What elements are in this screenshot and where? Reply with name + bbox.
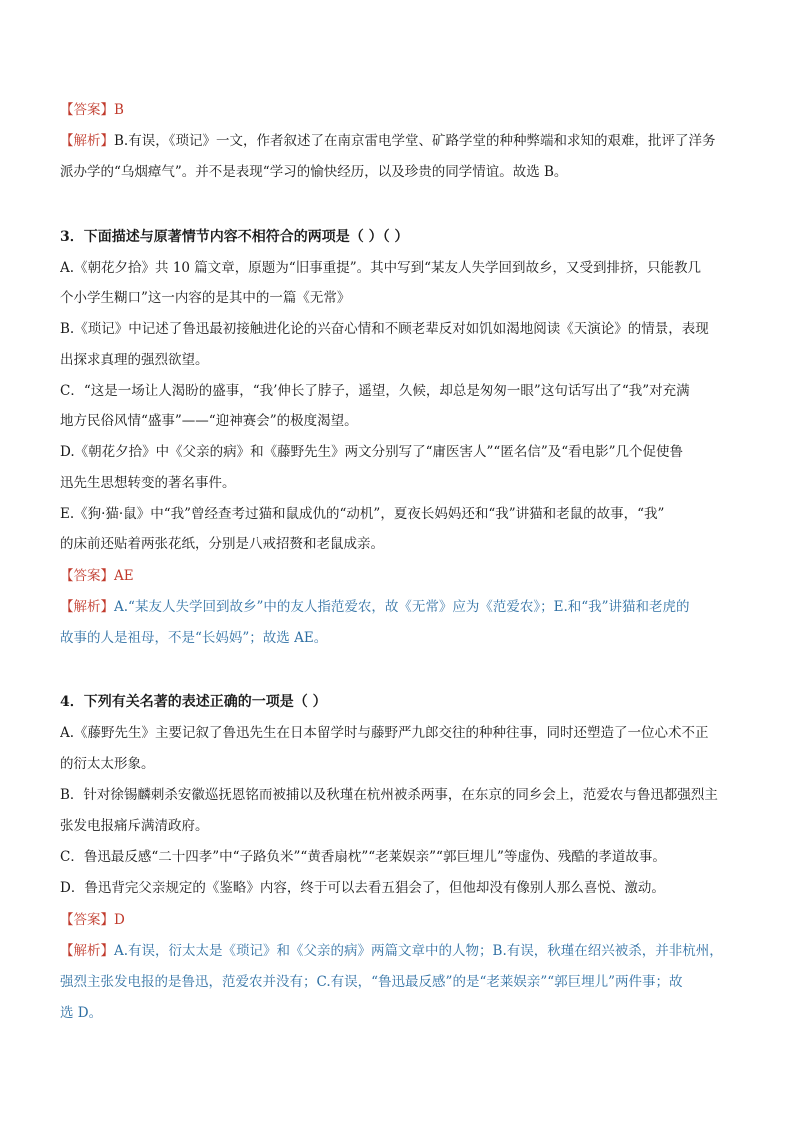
analysis-text: A.有误，衍太太是《琐记》和《父亲的病》两篇文章中的人物；B.有误，秋瑾在绍兴被杀，并非杭州， — [114, 943, 723, 959]
option-d-cont: 迅先生思想转变的著名事件。 — [60, 475, 236, 491]
option-e: E.《狗·猫·鼠》中“我”曾经查考过猫和鼠成仇的“动机”，夏夜长妈妈还和“我”讲猫和老鼠的故事，“我” — [60, 506, 665, 522]
analysis-text: A.“某友人失学回到故乡”中的友人指范爱农，故《无常》应为《范爱农》；E.和“我”讲猫和老虎的 — [114, 599, 690, 615]
answer-value: AE — [114, 568, 134, 584]
option-e-cont: 的床前还贴着两张花纸，分别是八戒招赘和老鼠成亲。 — [60, 536, 384, 552]
answer-line — [60, 910, 750, 930]
answer-tag: 【答案】 — [60, 912, 114, 928]
analysis-text: 强烈主张发电报的是鲁迅，范爱农并没有；C.有误， — [60, 974, 372, 990]
analysis-text: B.有误，《琐记》一文，作者叙述了在南京雷电学堂、矿路学堂的种种弊端和求知的艰难，批评了洋务 — [114, 133, 716, 149]
option-c: C．“这是一场让人渴盼的盛事，“我’伸长了脖子，遥望，久候，却总是匆匆一眼”这句话写出了“我”对充满 — [60, 383, 690, 399]
option-a: A.《朝花夕拾》共 10 篇文章，原题为“旧事重提”。其中写到“某友人失学回到故乡，又受到排挤，只能教几 — [60, 260, 702, 276]
question-4-title: 4．下列有关名著的表述正确的一项是（ ） — [60, 694, 327, 710]
answer-tag: 【答案】 — [60, 102, 114, 118]
analysis-line — [60, 941, 750, 961]
option-d: D．鲁迅背完父亲规定的《鉴略》内容，终于可以去看五猖会了，但他却没有像别人那么喜悦、激动。 — [60, 880, 665, 896]
analysis-tag: 【解析】 — [60, 133, 114, 149]
option-a-cont: 的衍太太形象。 — [60, 756, 155, 772]
option-c: C．鲁迅最反感“二十四孝”中“子路负米”“黄香扇枕”“老莱娱亲”“郭巨埋儿”等虚伪、残酷的孝道故事。 — [60, 849, 666, 865]
analysis-line — [60, 972, 750, 992]
option-a-cont: 个小学生糊口”这一内容的是其中的一篇《无常》 — [60, 290, 351, 306]
analysis-tag: 【解析】 — [60, 943, 114, 959]
option-b: B.《琐记》中记述了鲁迅最初接触进化论的兴奋心情和不顾老辈反对如饥如渴地阅读《天演论》的情景，表现 — [60, 321, 709, 337]
option-b: B．针对徐锡麟刺杀安徽巡抚恩铭而被捕以及秋瑾在杭州被杀两事，在东京的同乡会上，范爱农与鲁迅都强烈主 — [60, 787, 718, 803]
answer-line — [60, 100, 750, 120]
analysis-text: 派办学的“乌烟瘴气”。并不是表现“学习的愉快经历，以及珍贵的同学情谊。故选 B。 — [60, 164, 568, 180]
analysis-line — [60, 131, 750, 151]
analysis-text: 故事的人是祖母，不是“长妈妈”；故选 AE。 — [60, 630, 328, 646]
answer-value: B — [114, 102, 124, 118]
option-b-cont: 出探求真理的强烈欲望。 — [60, 352, 209, 368]
option-b-cont: 张发电报痛斥满清政府。 — [60, 818, 209, 834]
answer-value: D — [114, 912, 125, 928]
option-c-cont: 地方民俗风情“盛事”——“迎神赛会”的极度渴望。 — [60, 413, 358, 429]
option-d: D.《朝花夕拾》中《父亲的病》和《藤野先生》两文分别写了“庸医害人”“匿名信”及“看电影”几个促使鲁 — [60, 444, 684, 460]
answer-tag: 【答案】 — [60, 568, 114, 584]
question-3-title: 3．下面描述与原著情节内容不相符合的两项是（ ）（ ） — [60, 229, 409, 245]
option-a: A.《藤野先生》主要记叙了鲁迅先生在日本留学时与藤野严九郎交往的种种往事，同时还塑造了一位心术不正 — [60, 725, 709, 741]
analysis-line — [60, 597, 750, 617]
answer-line — [60, 566, 750, 586]
analysis-text: 选 D。 — [60, 1005, 103, 1021]
analysis-quote: “鲁迅最反感”的是“老莱娱亲”“郭巨埋儿”两件事；故 — [371, 974, 683, 990]
analysis-tag: 【解析】 — [60, 599, 114, 615]
